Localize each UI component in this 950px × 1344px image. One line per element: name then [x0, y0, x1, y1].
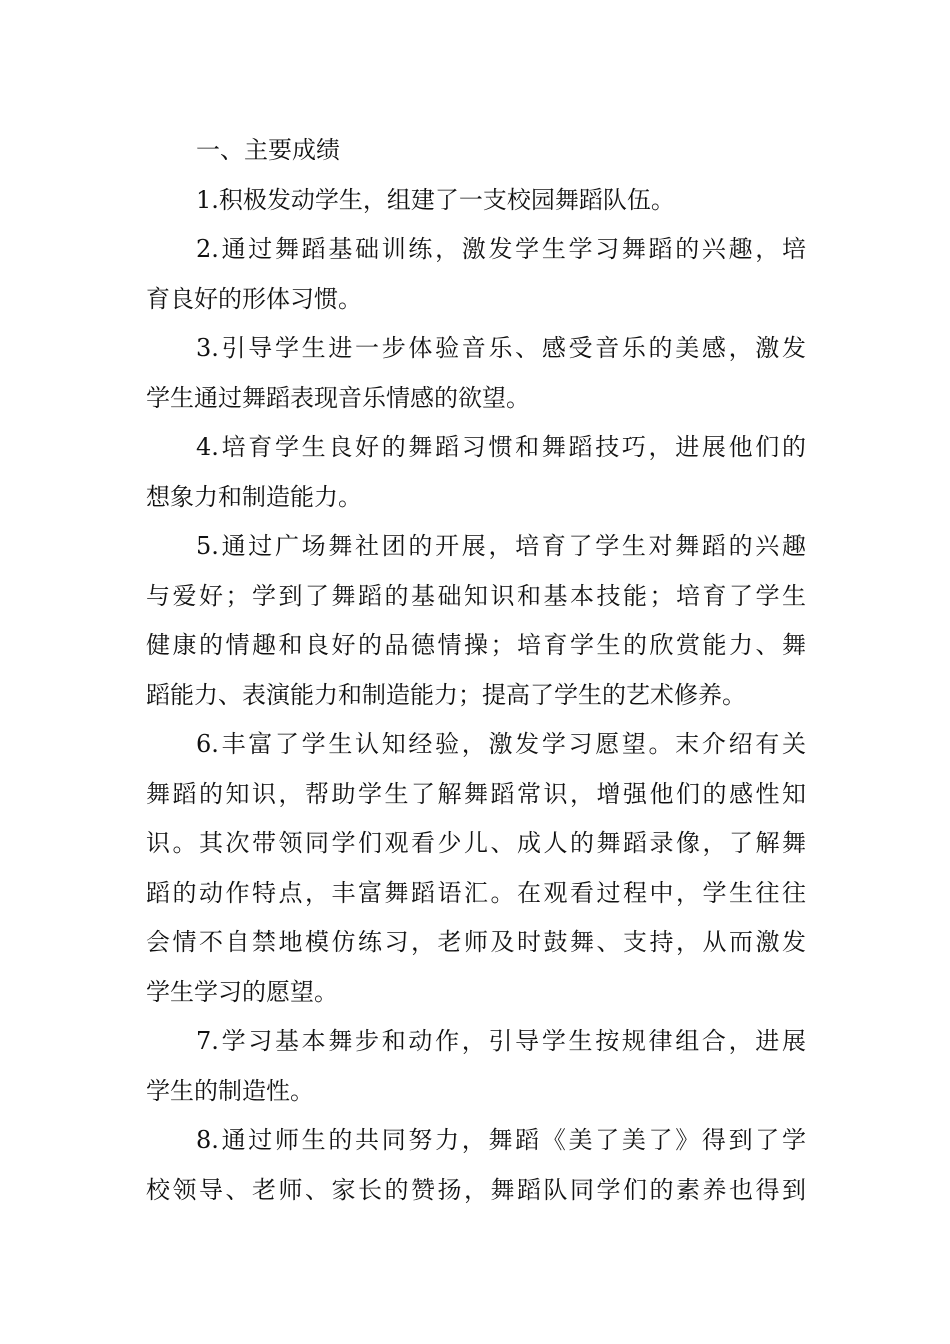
paragraph-3-line-1: 3.引导学生进一步体验音乐、感受音乐的美感，激发 — [196, 334, 806, 362]
paragraph-6-line-4: 蹈的动作特点，丰富舞蹈语汇。在观看过程中，学生往往 — [146, 878, 806, 907]
paragraph-2-line-2: 育良好的形体习惯。 — [146, 284, 362, 313]
document-body — [146, 126, 806, 1215]
paragraph-7-line-2: 学生的制造性。 — [146, 1076, 314, 1105]
paragraph-2-line-1: 2.通过舞蹈基础训练，激发学生学习舞蹈的兴趣，培 — [196, 235, 806, 263]
section-heading: 一、主要成绩 — [196, 136, 340, 164]
paragraph-3-line-2: 学生通过舞蹈表现音乐情感的欲望。 — [146, 383, 530, 412]
paragraph-6-line-1: 6.丰富了学生认知经验，激发学习愿望。末介绍有关 — [196, 730, 806, 758]
paragraph-5-line-3: 健康的情趣和良好的品德情操；培育学生的欣赏能力、舞 — [146, 631, 806, 659]
paragraph-6-line-2: 舞蹈的知识，帮助学生了解舞蹈常识，增强他们的感性知 — [146, 779, 806, 808]
paragraph-5-line-1: 5.通过广场舞社团的开展，培育了学生对舞蹈的兴趣 — [196, 532, 806, 560]
paragraph-4-line-2: 想象力和制造能力。 — [146, 482, 362, 511]
paragraph-1-line-1: 1.积极发动学生，组建了一支校园舞蹈队伍。 — [196, 185, 675, 214]
paragraph-6-line-3: 识。其次带领同学们观看少儿、成人的舞蹈录像，了解舞 — [146, 829, 806, 857]
paragraph-6-line-6: 学生学习的愿望。 — [146, 977, 338, 1006]
paragraph-4-line-1: 4.培育学生良好的舞蹈习惯和舞蹈技巧，进展他们的 — [196, 433, 806, 461]
paragraph-8-line-1: 8.通过师生的共同努力，舞蹈《美了美了》得到了学 — [196, 1126, 806, 1154]
paragraph-7-line-1: 7.学习基本舞步和动作，引导学生按规律组合，进展 — [196, 1027, 806, 1055]
paragraph-5-line-2: 与爱好；学到了舞蹈的基础知识和基本技能；培育了学生 — [146, 581, 806, 610]
paragraph-6-line-5: 会情不自禁地模仿练习，老师及时鼓舞、支持，从而激发 — [146, 928, 806, 956]
paragraph-8-line-2: 校领导、老师、家长的赞扬，舞蹈队同学们的素养也得到 — [146, 1175, 806, 1204]
paragraph-5-line-4: 蹈能力、表演能力和制造能力；提高了学生的艺术修养。 — [146, 680, 746, 709]
